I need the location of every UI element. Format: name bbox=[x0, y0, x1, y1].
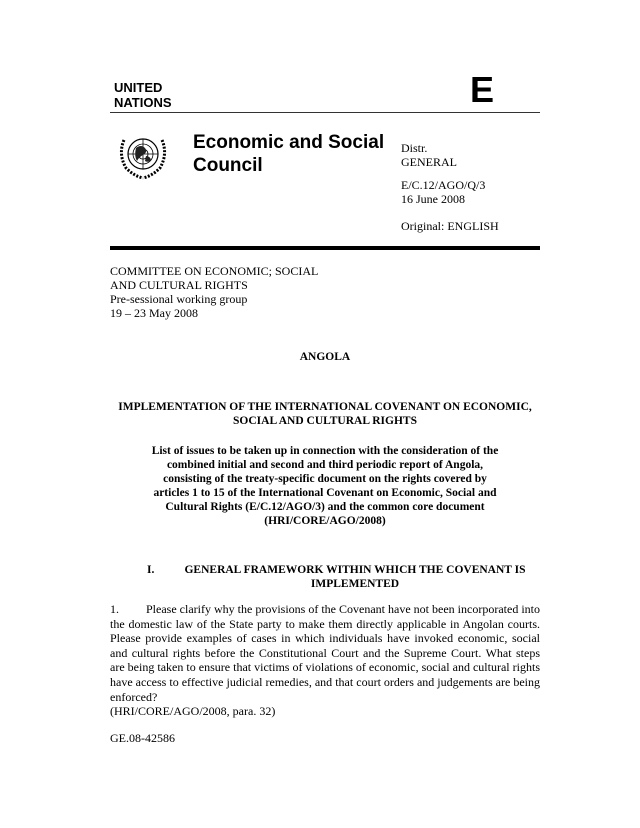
subtitle-line: combined initial and second and third periodic report of Angola, bbox=[166, 459, 484, 471]
subtitle-line: Cultural Rights (E/C.12/AGO/3) and the common core document bbox=[165, 501, 485, 513]
doc-symbol: E/C.12/AGO/Q/3 bbox=[401, 178, 486, 192]
title-line-1: IMPLEMENTATION OF THE INTERNATIONAL COVENANT ON ECONOMIC, bbox=[118, 401, 532, 413]
subtitle-line: List of issues to be taken up in connection with the consideration of the bbox=[151, 445, 499, 457]
distribution bbox=[401, 141, 457, 169]
paragraph-number: 1. bbox=[110, 602, 119, 616]
section-header bbox=[110, 563, 540, 591]
council-line-1: Economic and Social bbox=[193, 132, 385, 153]
paragraph-1 bbox=[110, 602, 540, 719]
committee-line-4: 19 – 23 May 2008 bbox=[110, 306, 198, 320]
org-line-2: NATIONS bbox=[114, 95, 172, 110]
org-name bbox=[114, 80, 172, 110]
doc-info bbox=[401, 178, 485, 206]
subtitle-line: articles 1 to 15 of the International Covenant on Economic, Social and bbox=[153, 487, 497, 499]
section-heading-line-2: IMPLEMENTED bbox=[310, 578, 400, 590]
paragraph-text: Please clarify why the provisions of the Covenant have not been incorporated into the domestic law of the State party to make them directly applicable in Angolan courts. Please provide examples of cases in which individuals have invoked economic, social and cultural rights before the Constitutional Court and the Supreme Court. What steps are being taken to ensure that victims of violations of economic, social and cultural rights have access to effective judicial remedies, and that court orders and judgements are being enforced? bbox=[110, 602, 540, 704]
committee-line-3: Pre-sessional working group bbox=[110, 292, 248, 306]
council-name bbox=[193, 131, 384, 177]
doc-date: 16 June 2008 bbox=[401, 192, 465, 206]
committee-block bbox=[110, 264, 540, 320]
country-heading: ANGOLA bbox=[299, 351, 351, 363]
subtitle-line: (HRI/CORE/AGO/2008) bbox=[264, 515, 386, 527]
committee-line-2: AND CULTURAL RIGHTS bbox=[110, 278, 248, 292]
subtitle-line: consisting of the treaty-specific document on the rights covered by bbox=[163, 473, 487, 485]
un-emblem-icon bbox=[114, 130, 172, 180]
original-language: Original: ENGLISH bbox=[401, 219, 499, 233]
distr-value: GENERAL bbox=[401, 155, 457, 169]
org-line-1: UNITED bbox=[114, 80, 163, 95]
distr-label: Distr. bbox=[401, 141, 428, 155]
header-thick-rule bbox=[110, 246, 540, 250]
section-heading-line-1: GENERAL FRAMEWORK WITHIN WHICH THE COVENANT IS bbox=[184, 564, 526, 576]
paragraph-reference: (HRI/CORE/AGO/2008, para. 32) bbox=[110, 704, 276, 719]
title-block bbox=[70, 400, 580, 428]
subtitle-block bbox=[70, 444, 580, 528]
header-rule bbox=[110, 112, 540, 113]
committee-line-1: COMMITTEE ON ECONOMIC; SOCIAL bbox=[110, 264, 319, 278]
symbol-letter: E bbox=[470, 69, 495, 110]
section-number: I. bbox=[147, 564, 155, 576]
section-heading bbox=[170, 563, 540, 591]
council-line-2: Council bbox=[193, 155, 263, 176]
title-line-2: SOCIAL AND CULTURAL RIGHTS bbox=[233, 415, 417, 427]
document-body bbox=[110, 264, 540, 745]
footer-code: GE.08-42586 bbox=[110, 730, 175, 745]
